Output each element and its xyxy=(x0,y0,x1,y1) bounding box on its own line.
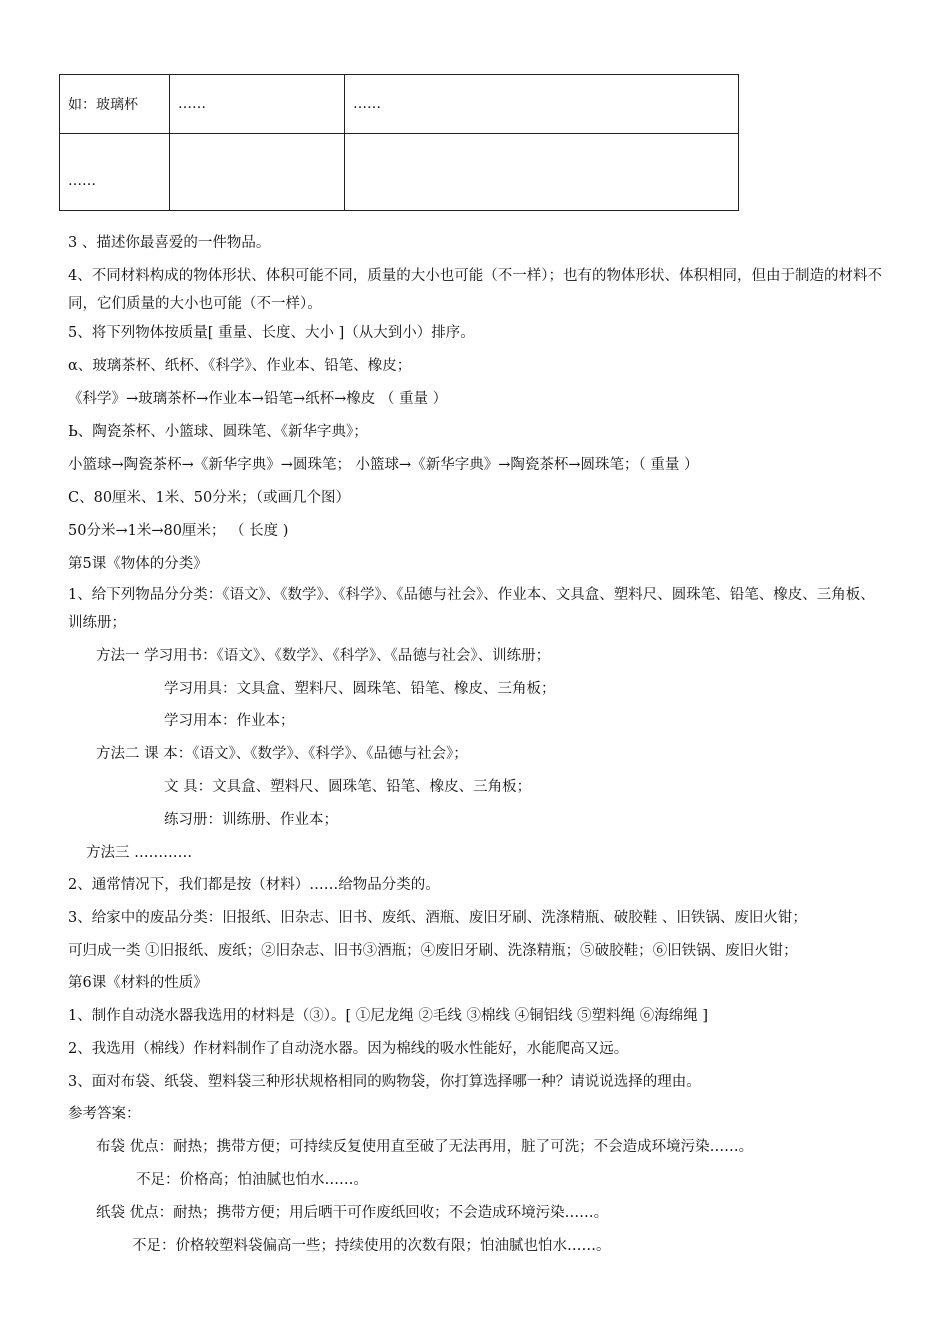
lesson-5-question-3: 3、给家中的废品分类：旧报纸、旧杂志、旧书、废纸、酒瓶、废旧牙刷、洗涤精瓶、破胶鞋 、旧铁锅、废旧火钳； xyxy=(68,910,807,926)
lesson-6-question-3: 3、面对布袋、纸袋、塑料袋三种形状规格相同的购物袋，你打算选择哪一种？请说说选择的理由。 xyxy=(68,1074,701,1090)
method-3: 方法三 ………… xyxy=(86,845,193,861)
paper-bag-pros: 纸袋 优点：耐热；携带方便；用后晒干可作废纸回收；不会造成环境污染……。 xyxy=(96,1205,609,1221)
table-cell xyxy=(170,134,345,211)
material-table xyxy=(59,74,739,211)
lesson-5-heading: 第5课《物体的分类》 xyxy=(68,556,208,572)
method-2-stationery: 文 具：文具盒、塑料尺、圆珠笔、铅笔、橡皮、三角板； xyxy=(164,779,532,795)
paper-bag-cons: 不足：价格较塑料袋偏高一些；持续使用的次数有限；怕油腻也怕水……。 xyxy=(132,1238,611,1254)
reference-answer-label: 参考答案： xyxy=(68,1106,141,1122)
method-2-books: 方法二 课 本：《语文》、《数学》、《科学》、《品德与社会》； xyxy=(96,746,468,762)
item-c-answer: 50分米→1米→80厘米； （ 长度 ) xyxy=(68,523,289,539)
table-cell: …… xyxy=(170,75,345,134)
lesson-5-question-2: 2、通常情况下，我们都是按（材料）……给物品分类的。 xyxy=(68,877,440,893)
question-5-text: 5、将下列物体按质量[ 重量、长度、大小 ]（从大到小）排序。 xyxy=(68,325,475,341)
item-b-answer: 小篮球→陶瓷茶杯→《新华字典》→圆珠笔； 小篮球→《新华字典》→陶瓷茶杯→圆珠笔；（ 重量 ） xyxy=(68,457,699,473)
table-cell: 如：玻璃杯 xyxy=(60,75,170,134)
lesson-5-question-1: 1、给下列物品分分类：《语文》、《数学》、《科学》、《品德与社会》、作业本、文具盒、塑料尺、圆珠笔、铅笔、橡皮、三角板、训练册； xyxy=(68,587,875,631)
cloth-bag-cons: 不足：价格高；怕油腻也怕水……。 xyxy=(136,1172,368,1188)
table-cell: …… xyxy=(60,134,170,211)
item-c-list: C、80厘米、1米、50分米；（或画几个图） xyxy=(68,490,350,506)
method-1-tools: 学习用具：文具盒、塑料尺、圆珠笔、铅笔、橡皮、三角板； xyxy=(164,681,556,697)
table-cell: …… xyxy=(345,75,739,134)
method-1-notebooks: 学习用本：作业本； xyxy=(164,713,295,729)
item-a-list: α、玻璃茶杯、纸杯、《科学》、作业本、铅笔、橡皮； xyxy=(68,358,412,374)
cloth-bag-pros: 布袋 优点：耐热；携带方便；可持续反复使用直至破了无法再用，脏了可洗；不会造成环境污染……。 xyxy=(96,1139,754,1155)
lesson-6-heading: 第6课《材料的性质》 xyxy=(68,975,208,991)
item-b-list: Ь、陶瓷茶杯、小篮球、圆珠笔、《新华字典》； xyxy=(68,424,368,440)
method-1-books: 方法一 学习用书：《语文》、《数学》、《科学》、《品德与社会》、训练册； xyxy=(96,648,551,664)
lesson-6-question-1: 1、制作自动浇水器我选用的材料是（③）。[ ①尼龙绳 ②毛线 ③棉线 ④铜铝线 ⑤塑料绳 ⑥海绵绳 ] xyxy=(68,1008,709,1024)
lesson-6-question-2: 2、我选用（棉线）作材料制作了自动浇水器。因为棉线的吸水性能好，水能爬高又远。 xyxy=(68,1041,629,1057)
item-a-answer: 《科学》→玻璃茶杯→作业本→铅笔→纸杯→橡皮 （ 重量 ） xyxy=(68,391,448,407)
lesson-5-answer-3: 可归成一类 ①旧报纸、废纸；②旧杂志、旧书③酒瓶；④废旧牙刷、洗涤精瓶；⑤破胶鞋；⑥旧铁锅、废旧火钳； xyxy=(68,943,798,959)
question-3-text: 3 、描述你最喜爱的一件物品。 xyxy=(68,235,271,251)
method-2-workbooks: 练习册：训练册、作业本； xyxy=(164,812,338,828)
question-4-text: 4、不同材料构成的物体形状、体积可能不同，质量的大小也可能（不一样）；也有的物体形状、体积相同，但由于制造的材料不同，它们质量的大小也可能（不一样）。 xyxy=(68,268,882,312)
table-cell xyxy=(345,134,739,211)
